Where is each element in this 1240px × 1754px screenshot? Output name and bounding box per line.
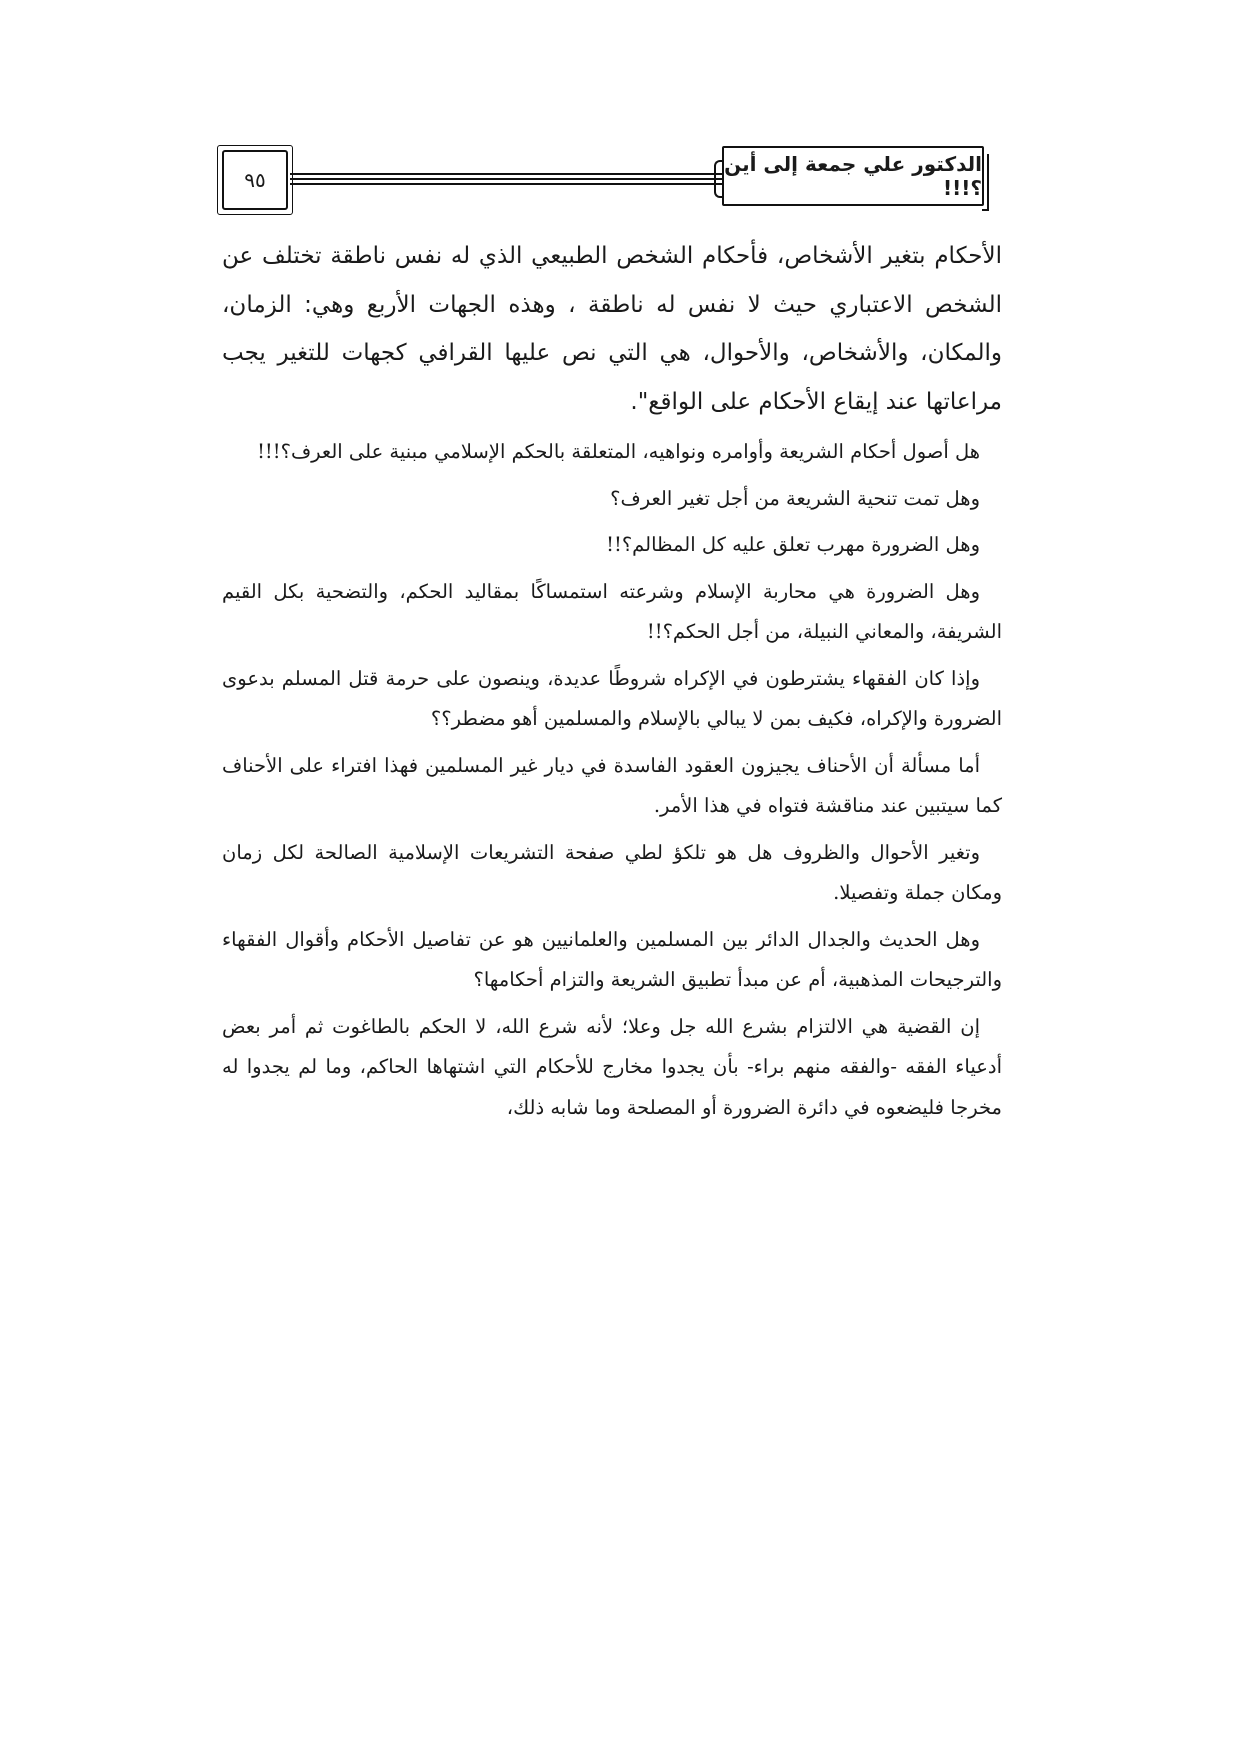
paragraph: وهل الضرورة مهرب تعلق عليه كل المظالم؟!! [606, 533, 980, 556]
paragraph: وإذا كان الفقهاء يشترطون في الإكراه شروطًا عديدة، وينصون على حرمة قتل المسلم بدعوى الضرورة والإكراه، فكيف بمن لا يبالي بالإسلام والمسلمين أهو مضطر؟؟ [222, 666, 1002, 730]
page-body [222, 232, 1002, 1134]
header-rule [290, 183, 760, 185]
page-number: ٩٥ [222, 150, 288, 210]
paragraph: وهل تمت تنحية الشريعة من أجل تغير العرف؟ [610, 486, 980, 510]
paragraph: وهل الضرورة هي محاربة الإسلام وشرعته استمساكًا بمقاليد الحكم، والتضحية بكل القيم الشريفة، والمعاني النبيلة، من أجل الحكم؟!! [222, 579, 1002, 643]
running-title: الدكتور علي جمعة إلى أين ؟!!! [722, 146, 984, 206]
intro-paragraph: الأحكام بتغير الأشخاص، فأحكام الشخص الطبيعي الذي له نفس ناطقة تختلف عن الشخص الاعتباري حيث لا نفس له ناطقة ، وهذه الجهات الأربع وهي: الزمان، والمكان، والأشخاص، والأحوال، هي التي نص عليها القرافي كجهات للتغير يجب مراعاتها عند إيقاع الأحكام على الواقع". [222, 243, 1002, 415]
paragraph: وتغير الأحوال والظروف هل هو تلكؤ لطي صفحة التشريعات الإسلامية الصالحة لكل زمان ومكان جملة وتفصيلا. [222, 840, 1002, 904]
header-rule [290, 178, 760, 180]
header-rule [290, 173, 760, 175]
paragraph: وهل الحديث والجدال الدائر بين المسلمين والعلمانيين هو عن تفاصيل الأحكام وأقوال الفقهاء والترجيحات المذهبية، أم عن مبدأ تطبيق الشريعة والتزام أحكامها؟ [222, 927, 1002, 991]
paragraph: إن القضية هي الالتزام بشرع الله جل وعلا؛ لأنه شرع الله، لا الحكم بالطاغوت ثم أمر بعض أدعياء الفقه -والفقه منهم براء- بأن يجدوا مخارج للأحكام التي اشتهاها الحاكم، وما لم يجدوا له مخرجا فليضعوه في دائرة الضرورة أو المصلحة وما شابه ذلك، [222, 1014, 1002, 1119]
paragraph: أما مسألة أن الأحناف يجيزون العقود الفاسدة في ديار غير المسلمين فهذا افتراء على الأحناف كما سيتبين عند مناقشة فتواه في هذا الأمر. [222, 753, 1002, 817]
paragraph: هل أصول أحكام الشريعة وأوامره ونواهيه، المتعلقة بالحكم الإسلامي مبنية على العرف؟!!! [257, 440, 980, 463]
page-header [222, 138, 1002, 218]
